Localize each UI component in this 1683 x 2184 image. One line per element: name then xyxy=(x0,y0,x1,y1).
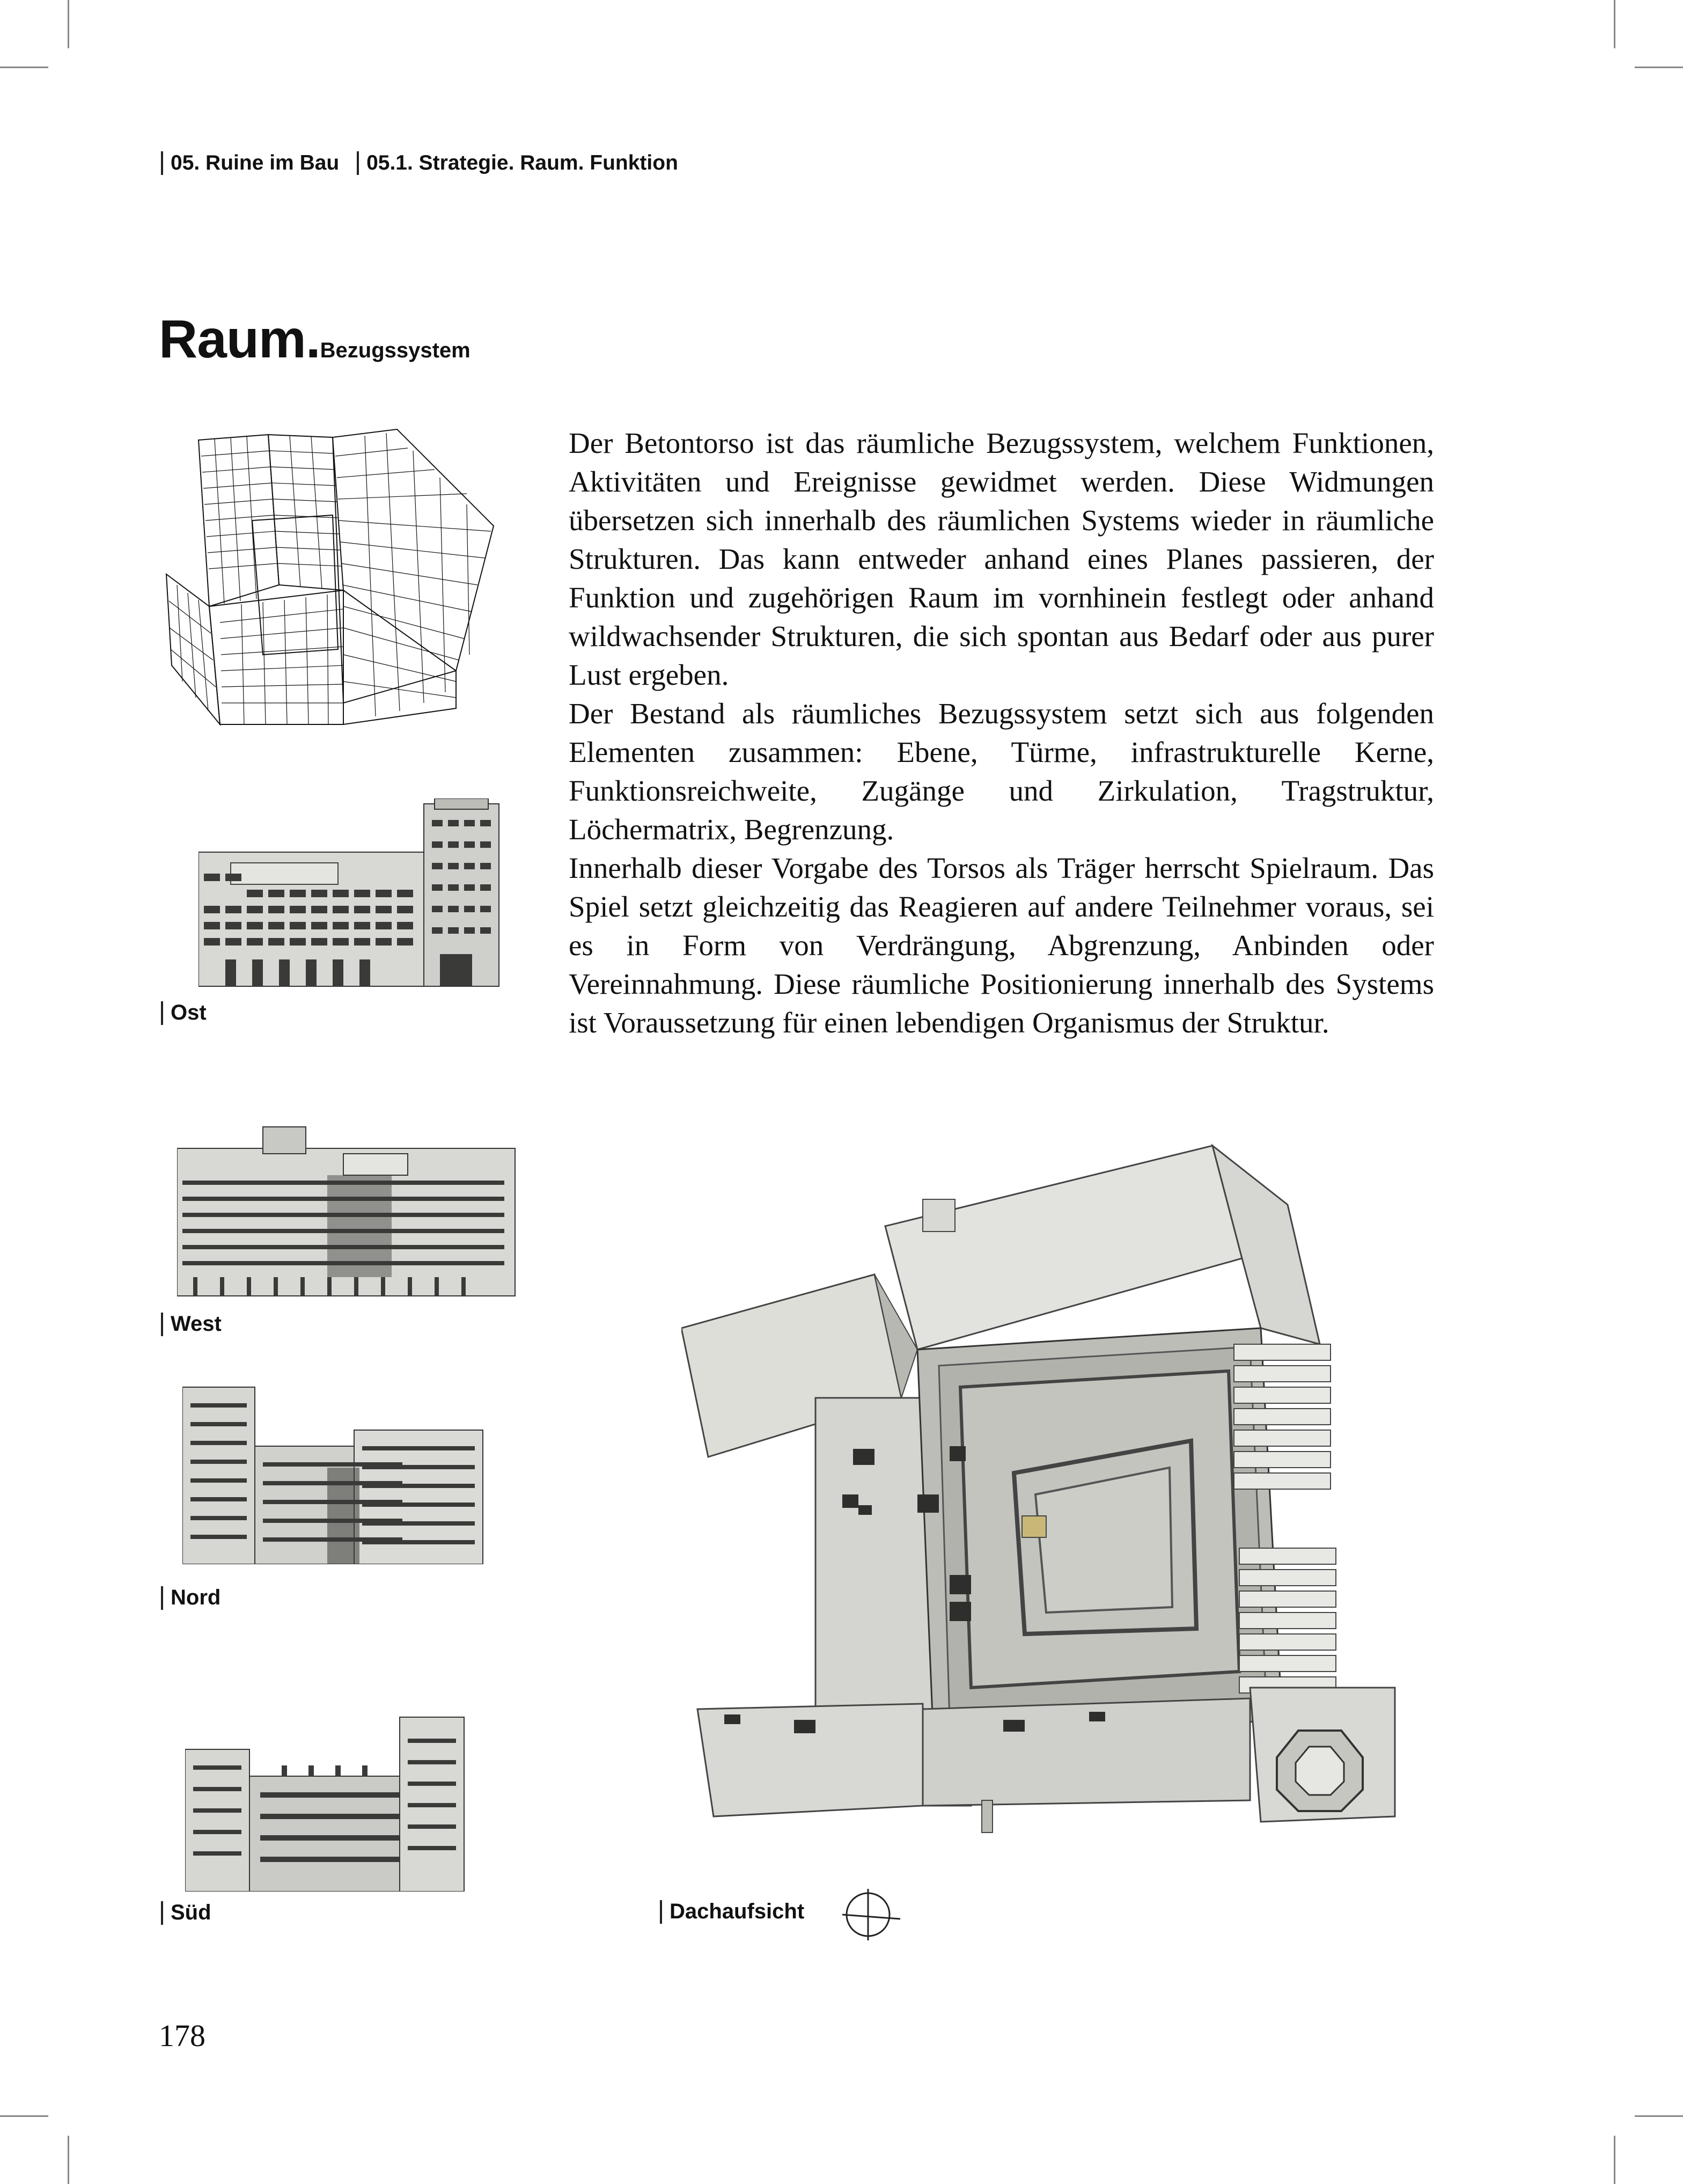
breadcrumb-chapter: 05. Ruine im Bau xyxy=(171,151,340,174)
north-arrow-icon xyxy=(842,1889,901,1943)
crop-mark xyxy=(0,2115,48,2117)
crop-mark xyxy=(68,0,69,48)
paragraph-3: Innerhalb dieser Vorgabe des Torsos als Träger herrscht Spielraum. Das Spiel setzt gleichzeitig das Reagieren auf andere Teilnehmer voraus, sei es in Form von Verdrängung, Abgrenzung, Anbinden oder Vereinnahmung. Diese räumliche Positionierung innerhalb des Systems ist Voraussetzung für einen lebendigen Organismus der Struktur. xyxy=(569,852,1434,1039)
caption-nord-label: Nord xyxy=(171,1586,221,1609)
crop-mark xyxy=(68,2136,69,2184)
caption-dachaufsicht xyxy=(660,1900,804,1924)
crop-mark xyxy=(1614,2136,1615,2184)
caption-west xyxy=(161,1312,222,1336)
page-number: 178 xyxy=(159,2018,205,2053)
title-sub: Bezugssystem xyxy=(320,339,471,362)
west-elevation-image xyxy=(177,1122,520,1299)
caption-ost xyxy=(161,1001,207,1025)
caption-sued xyxy=(161,1901,211,1925)
paragraph-1: Der Betontorso ist das räumliche Bezugssystem, welchem Funktionen, Aktivitäten und Ereignisse gewidmet werden. Diese Widmungen übersetzen sich innerhalb des räumlichen Systems wieder in räumliche Strukturen. Das kann entweder anhand eines Planes passieren, der Funktion und zugehörigen Raum im vornhinein festlegt oder anhand wildwachsender Strukturen, die sich spontan aus Bedarf oder aus purer Lust ergeben. xyxy=(569,427,1434,691)
wireframe-model xyxy=(156,424,504,746)
crop-mark xyxy=(1635,67,1683,68)
breadcrumb xyxy=(161,151,690,180)
caption-sued-label: Süd xyxy=(171,1901,211,1924)
nord-elevation-image xyxy=(182,1382,488,1564)
ost-elevation-image xyxy=(199,798,504,989)
crop-mark xyxy=(0,67,48,68)
caption-west-label: West xyxy=(171,1312,222,1336)
caption-ost-label: Ost xyxy=(171,1001,207,1024)
caption-dachaufsicht-label: Dachaufsicht xyxy=(670,1900,805,1923)
crop-mark xyxy=(1614,0,1615,48)
caption-nord xyxy=(161,1586,221,1610)
dachaufsicht-model-image xyxy=(681,1140,1406,1883)
page-title xyxy=(159,309,471,370)
paragraph-2: Der Bestand als räumliches Bezugssystem setzt sich aus folgenden Elementen zusammen: Ebene, Türme, infrastrukturelle Kerne, Funktionsreichweite, Zugänge und Zirkulation, Tragstruktur, Löchermatrix, Begrenzung. xyxy=(569,697,1434,846)
sued-elevation-image xyxy=(185,1712,491,1892)
title-main: Raum. xyxy=(159,309,320,369)
breadcrumb-section: 05.1. Strategie. Raum. Funktion xyxy=(366,151,678,174)
crop-mark xyxy=(1635,2115,1683,2117)
body-text xyxy=(569,424,1434,1042)
